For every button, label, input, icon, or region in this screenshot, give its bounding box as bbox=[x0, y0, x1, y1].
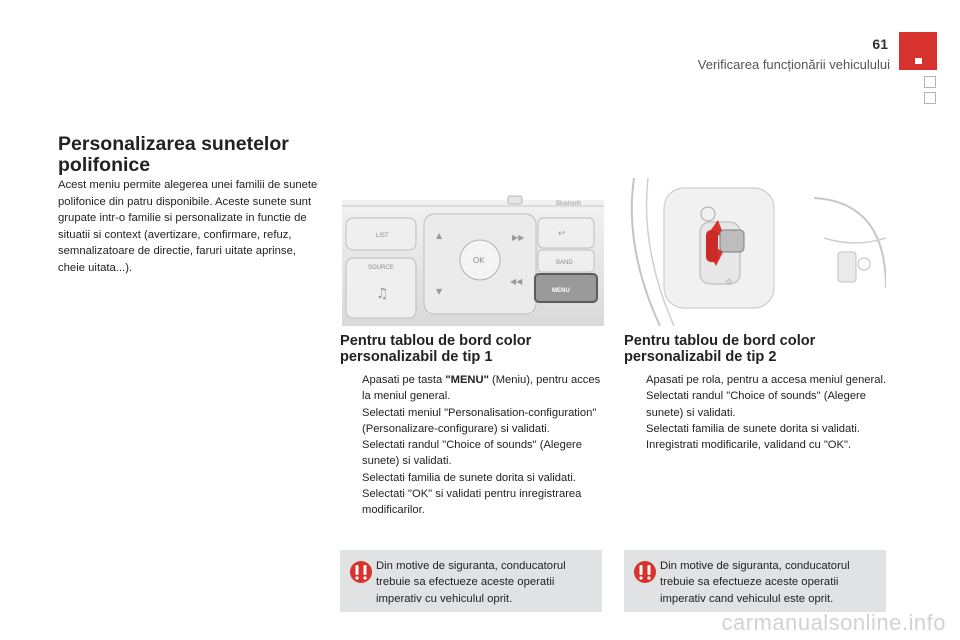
type2-steps bbox=[624, 372, 888, 453]
svg-text:Bluetooth: Bluetooth bbox=[556, 201, 582, 207]
type1-step-2: Selectati meniul "Personalisation-configuration" (Personalizare-configurare) si validati. bbox=[362, 406, 597, 435]
type1-steps bbox=[340, 372, 604, 519]
chapter-tab-dot bbox=[915, 58, 922, 64]
source-button-label: SOURCE bbox=[368, 265, 394, 271]
svg-text:▼: ▼ bbox=[436, 287, 443, 296]
watermark: carmanualsonline.info bbox=[721, 610, 946, 635]
list-button-label: LIST bbox=[376, 233, 389, 239]
type2-step-2: Selectati randul "Choice of sounds" (Alegere sunete) si validati. bbox=[646, 390, 867, 419]
steering-wheel-drawing bbox=[624, 178, 886, 326]
warning-exclamation-icon bbox=[633, 560, 657, 584]
chapter-tab-empty-2 bbox=[924, 92, 936, 104]
type2-warning-text: Din motive de siguranta, conducatorul trebuie sa efectueze aceste operatii imperativ cand vehiculul este oprit. bbox=[660, 560, 850, 605]
audio-panel-drawing bbox=[342, 178, 604, 326]
type1-heading: Pentru tablou de bord color personalizabil de tip 1 bbox=[340, 333, 532, 365]
type1-warning-box bbox=[340, 550, 602, 612]
type2-step-4: Inregistrati modificarile, validand cu "OK". bbox=[646, 439, 852, 452]
menu-button-label: MENU bbox=[552, 288, 570, 294]
type2-warning-box bbox=[624, 550, 886, 612]
svg-text:▲: ▲ bbox=[436, 231, 443, 240]
chapter-title: Verificarea funcționării vehiculului bbox=[697, 57, 890, 72]
intro-paragraph: Acest meniu permite alegerea unei familii de sunete polifonice din patru disponibile. Aceste sunete sunt grupate intr-o familie si personalizate in functie de situatii si context (avertizare, confirmare, refuz, semnalizatoare de directie, faruri uitate aprinse, cheie uitata...). bbox=[58, 179, 318, 274]
section-title: Personalizarea sunetelor polifonice bbox=[58, 133, 289, 176]
type1-step-3: Selectati randul "Choice of sounds" (Alegere sunete) si validati. bbox=[362, 439, 583, 468]
type2-step-3: Selectati familia de sunete dorita si validati. bbox=[646, 422, 860, 435]
type1-step-5: Selectati "OK" si validati pentru inregistrarea modificarilor. bbox=[362, 488, 582, 517]
svg-text:↩: ↩ bbox=[558, 229, 566, 239]
type1-warning-text: Din motive de siguranta, conducatorul trebuie sa efectueze aceste operatii imperativ cu vehiculul oprit. bbox=[376, 560, 566, 605]
band-button-label: BAND bbox=[556, 260, 573, 266]
type1-step-1: Apasati pe tasta "MENU" (Meniu), pentru acces la meniul general. bbox=[362, 374, 601, 403]
svg-text:▶▶: ▶▶ bbox=[512, 233, 525, 242]
menu-key-label: "MENU" bbox=[445, 374, 489, 386]
audio-control-panel-illustration bbox=[342, 178, 604, 326]
warning-exclamation-icon bbox=[349, 560, 373, 584]
type2-heading: Pentru tablou de bord color personalizabil de tip 2 bbox=[624, 333, 816, 365]
type1-step-4: Selectati familia de sunete dorita si validati. bbox=[362, 471, 576, 484]
svg-text:✧: ✧ bbox=[724, 275, 735, 289]
chapter-tab-marker bbox=[899, 32, 937, 70]
svg-text:♫: ♫ bbox=[376, 286, 389, 302]
svg-text:◀◀: ◀◀ bbox=[510, 277, 523, 286]
steering-wheel-control-illustration bbox=[624, 178, 886, 326]
type2-step-1: Apasati pe rola, pentru a accesa meniul general. bbox=[646, 374, 887, 386]
chapter-tab-empty-1 bbox=[924, 76, 936, 88]
ok-button-label: OK bbox=[473, 256, 485, 265]
page-number: 61 bbox=[872, 36, 888, 52]
